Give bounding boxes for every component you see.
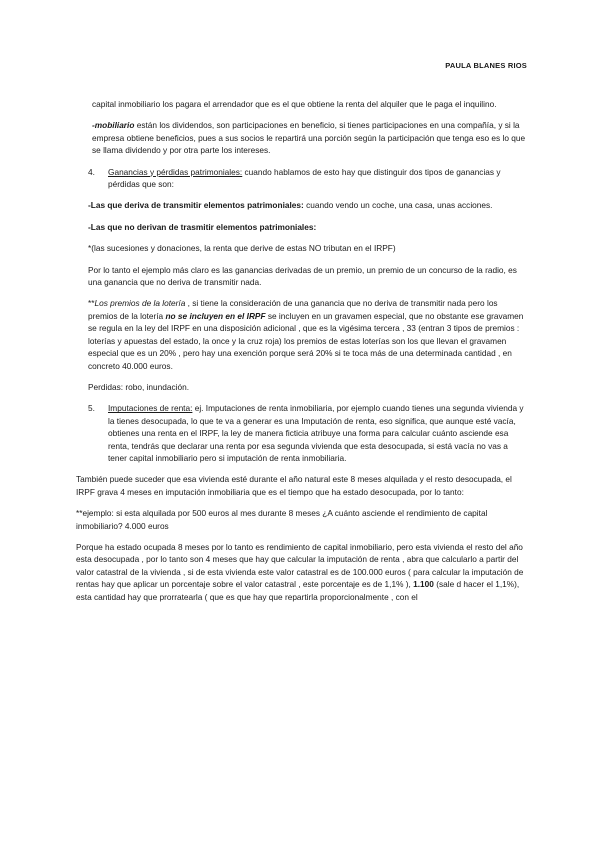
loteria-rest-text: se incluyen en un gravamen especial, que no obstante ese gravamen se regula en la ley del IRPF en una disposición adicional , que es la vigésima tercera , 33 (entran 3 tipos de premios : loterías y apuestas del estado, la once y la cruz roja) los premios de estas loterías son los que llevan el gravamen especial que es un 20% , pero hay una exención porque será 20% si te toca más de una determinada cantidad , en concreto 40.000 euros. [88,310,524,371]
list-item-imputaciones [88,402,528,464]
list-number: 5. [88,403,95,414]
list-body-text: cuando hablamos de esto hay que distinguir dos tipos de ganancias y pérdidas que son: [108,166,501,190]
paragraph-perdidas: Perdidas: robo, inundación. [88,381,190,392]
bolditalic-no-incluyen: no se incluyen en el IRPF [165,310,266,321]
list-body-text: ej. Imputaciones de renta inmobiliaria, por ejemplo cuando tienes una segunda vivienda y la tienes desocupada, lo que te va a generar es una Imputación de renta, eso significa, que aunque esté vacía, obtienes una renta en el IRPF, la ley de manera ficticia atribuye una forma para calcular cuánto asciende esa renta, tendrás que declarar una renta por esa segunda vivienda que esta desocupada, si está vacía no vas a tener capital inmobiliario pero si imputación de renta inmobiliaria. [108,403,524,463]
paragraph-ejemplo-alquiler: **ejemplo: si esta alquilada por 500 euros al mes durante 8 meses ¿A cuánto asciende el rendimiento de capital inmobiliario? 4.000 euros [76,508,488,531]
bold-amount: 1.100 [413,579,434,590]
paragraph-calculo [76,541,528,603]
paragraph-mobiliario-text: están los dividendos, son participaciones en beneficio, si tienes participaciones en una compañía, y si la empresa obtiene beneficios, pues a sus socios le repartirá una porción según la participación que tenga eso es lo que se llama dividendo y por otra parte los intereses. [92,120,526,156]
heading-imputaciones: Imputaciones de renta: [108,403,193,414]
loteria-mid-text: , si tiene la consideración de una ganancia que no deriva de transmitir nada pero los premios de la lotería [88,298,498,321]
paragraph-arrendador: capital inmobiliario los pagara el arrendador que es el que obtiene la renta del alquiler que le paga el inquilino. [92,99,497,109]
paragraph-mobiliario [88,119,528,156]
calculo-text-b: (sale d hacer el 1,1%), esta cantidad hay que prorratearla ( que es que hay que repartirla proporcionalmente , con el [76,579,520,602]
heading-ganancias: Ganancias y pérdidas patrimoniales: [108,166,243,177]
deriva-transmitir-text: cuando vendo un coche, una casa, unas acciones. [303,200,493,211]
list-body [108,166,528,191]
bold-no-derivan: -Las que no derivan de trasmitir elementos patrimoniales: [88,221,317,232]
document-body [76,98,528,612]
author-header: PAULA BLANES RIOS [445,61,527,70]
paragraph-ejemplo-premio: Por lo tanto el ejemplo más claro es las ganancias derivadas de un premio, un premio de un concurso de la radio, es una ganancia que no deriva de transmitir nada. [88,264,517,288]
paragraph-vivienda-alquilada: También puede suceder que esa vivienda esté durante el año natural este 8 meses alquilada y el resto desocupada, el IRPF grava 4 meses en imputación inmobiliaria que es el tiempo que ha estado desocupada, por lo tanto: [76,474,512,497]
list-body [108,402,528,464]
paragraph-sucesiones: *(las sucesiones y donaciones, la renta que derive de estas NO tributan en el IRPF) [88,243,396,254]
italic-loteria: Los premios de la lotería [94,298,186,309]
paragraph-deriva-transmitir [88,199,528,211]
term-mobiliario: -mobiliario [92,120,135,131]
asterisks: ** [88,298,95,309]
list-item-ganancias [88,166,528,191]
paragraph-no-derivan [88,221,528,233]
calculo-text-a: Porque ha estado ocupada 8 meses por lo tanto es rendimiento de capital inmobiliario, pero esta vivienda el resto del año esta desocupada , por lo tanto son 4 meses que hay que calcular la imputación de renta , abra que calcularlo a partir del valor catastral de la vivienda , si de esta vivienda este valor catastral es de 100.000 euros ( para calcular la imputación de rentas hay que aplicar un porcentaje sobre el valor catastral , este porcentaje es de 1,1% ), [76,541,524,590]
bold-deriva-transmitir: -Las que deriva de transmitir elementos patrimoniales: [88,200,304,211]
list-number: 4. [88,166,95,177]
paragraph-loteria [88,297,528,371]
